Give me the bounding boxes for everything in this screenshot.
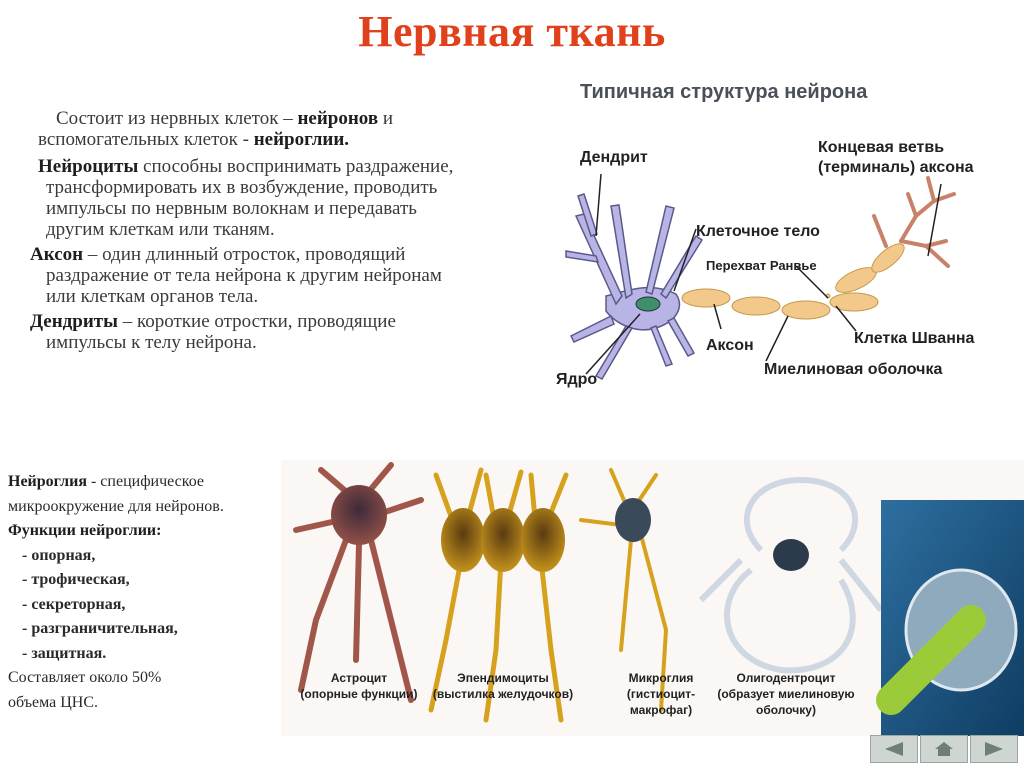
intro-paragraph-1: Состоит из нервных клеток – нейронов и вспомогательных клеток - нейроглии. (38, 108, 394, 150)
myelin-sheath (682, 239, 908, 319)
caption-oligodendrocyte-2: (образует миелиновую (717, 687, 855, 701)
label-terminal-2: (терминаль) аксона (818, 159, 974, 176)
home-button[interactable] (920, 735, 968, 763)
function-item: - опорная, (22, 546, 96, 564)
caption-ependymocytes-2: (выстилка желудочков) (432, 687, 574, 701)
neuroglia-line-1: Нейроглия - специфическое (8, 473, 205, 490)
oligodendrocyte-body (773, 539, 809, 571)
caption-oligodendrocyte-1: Олигодентроцит (736, 671, 836, 685)
ependymocyte-body (521, 508, 565, 572)
footer-line-1: Составляет около 50% (8, 669, 162, 686)
caption-microglia-1: Микроглия (628, 671, 694, 685)
caption-astrocyte-2: (опорные функции) (300, 687, 418, 701)
caption-ependymocytes-1: Эпендимоциты (457, 671, 549, 685)
astrocyte-body (331, 485, 387, 545)
caption-microglia-3: макрофаг) (629, 703, 693, 717)
next-slide-button[interactable] (970, 735, 1018, 763)
intro-paragraph-3: Аксон – один длинный отросток, проводящий раздражение от тела нейрона к другим нейронам или клеткам органов тела. (30, 244, 442, 307)
intro-paragraph-4: Дендриты – короткие отростки, проводящие импульсы к телу нейрона. (30, 311, 396, 353)
slide-title: Нервная ткань (358, 7, 666, 56)
home-icon (933, 741, 955, 757)
label-cell-body: Клеточное тело (696, 223, 820, 240)
label-terminal-1: Концевая ветвь (818, 139, 945, 156)
ependymocyte-body (441, 508, 485, 572)
nucleus-shape (636, 297, 660, 311)
diagram-title: Типичная структура нейрона (580, 81, 868, 103)
caption-astrocyte-1: Астроцит (330, 671, 388, 685)
caption-microglia-2: (гистиоцит- (626, 687, 696, 701)
label-nucleus: Ядро (556, 371, 598, 388)
label-schwann: Клетка Шванна (854, 330, 975, 347)
function-item: - защитная. (22, 644, 107, 662)
function-item: - трофическая, (22, 571, 130, 588)
intro-text (28, 108, 536, 378)
label-axon: Аксон (706, 337, 754, 354)
caption-oligodendrocyte-3: оболочку) (756, 703, 816, 717)
ependymocyte-body (481, 508, 525, 572)
previous-slide-button[interactable] (870, 735, 918, 763)
neuron-structure-diagram (556, 66, 1011, 396)
label-dendrite: Дендрит (580, 149, 648, 166)
arrow-left-icon (883, 741, 905, 757)
microglia-body (615, 498, 651, 542)
neuroglia-line-2: микроокружение для нейронов. (8, 497, 224, 515)
intro-paragraph-2: Нейроциты способны воспринимать раздражение, трансформировать их в возбуждение, проводить импульсы по нервным волокнам и передавать другим клеткам или тканям. (38, 156, 454, 240)
arrow-right-icon (983, 741, 1005, 757)
slide-navigation (870, 735, 1018, 763)
label-ranvier: Перехват Ранвье (706, 258, 817, 273)
footer-line-2: объема ЦНС. (8, 693, 99, 711)
functions-title: Функции нейроглии: (8, 522, 162, 539)
label-myelin: Миелиновая оболочка (764, 361, 943, 378)
function-item: - секреторная, (22, 595, 126, 613)
neuroglia-illustration (281, 460, 1024, 736)
function-item: - разграничительная, (22, 620, 178, 637)
neuroglia-text (8, 470, 288, 715)
neuron-cell-body (566, 194, 702, 379)
